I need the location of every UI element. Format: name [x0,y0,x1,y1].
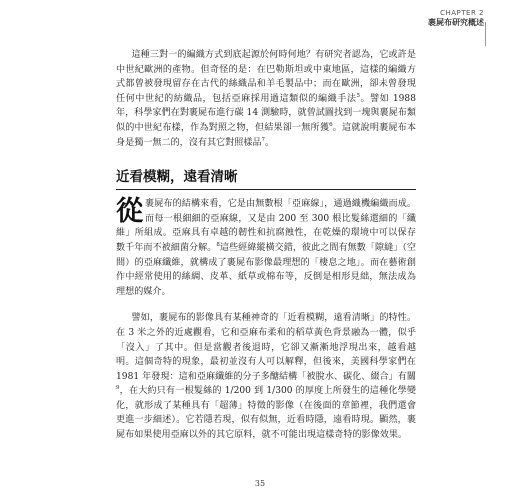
section-paragraph-2 [116,311,416,442]
section-heading: 近看模糊，遠看清晰 [116,169,416,190]
chapter-title: 裹屍布研究概述 [428,17,484,27]
paragraph-text: 裹屍布的結構來看，它是由無數根「亞麻線」，通過織機編織而成。而每一根細細的亞麻線，又是由 200 至 300 根比髮絲還細的「纖維」所組成。亞麻具有卓越的韌性和抗腐蝕性，在乾燥的環境中可以保存數千年而不被細菌分解。 [116,199,416,253]
page-body [116,48,416,452]
footnote-ref: 8 [216,241,220,248]
paragraph-text: 。這就說明裹屍布本身是獨一無二的，沒有其它對照樣品 [116,122,416,148]
section [116,169,416,443]
page-number: 35 [254,479,266,488]
paragraph-text: 。 [265,137,275,148]
footnote-ref: 6 [329,121,333,128]
header-rule [485,22,486,46]
footnote-ref: 7 [261,136,266,143]
paragraph-text: ，在大約只有一根髮絲的 1/200 到 1/300 的厚度上所發生的這種化學變化，就形成了某種具有「超薄」特徵的影像（在後面的章節裡，我們還會更進一步細述）。它若隱若現，似有似無，近看時隱，遠看時現。顯然，裹屍布如果使用亞麻以外的其它原料，就不可能出現這樣奇特的影像效果。 [116,386,416,441]
footnote-ref: 5 [356,92,361,99]
paragraph-text: 。譬如 1988 年，科學家們在對裹屍布進行碳 14 測驗時，就曾試圖找到一塊與裹屍布類似的中世紀布樣，作為對照之物，但結果卻一無所獲 [116,93,416,133]
chapter-label: CHAPTER 2 [440,9,484,17]
section-paragraph-1 [116,197,416,299]
drop-cap: 從 [116,196,143,228]
opening-paragraph [116,48,416,150]
paragraph-text: 這種三對一的編織方式到底起源於何時何地？有研究者認為，它或許是中世紀歐洲的產物。但奇怪的是：在巴勒斯坦或中東地區，這樣的編織方式都曾被發現留存在古代的絲織品和羊毛製品中；而在歐洲，卻未曾發現任何中世紀的紡織品，包括亞麻採用過這類似的編織手法 [116,50,416,104]
running-head [428,9,484,27]
paragraph-text: 譬如，裹屍布的影像具有某種神奇的「近看模糊，遠看清晰」的特性。在 3 米之外的近處觀看，它和亞麻布柔和的稻草黃色背景融為一體，似乎「沒入」了其中。但是當觀者後退時，它卻又漸漸地浮現出來，越看越明。這個奇特的現象，最初並沒有人可以解釋，但後來，美國科學家們在 1981 年發現：這和亞麻纖維的分子多醣結構「被脫水、碳化、綴合」有關 [116,313,416,382]
paragraph-text: 這些經緯縱橫交錯，彼此之間有無數「隙縫」（空間）的亞麻纖維，就構成了裹屍布影像最理想的「棲息之地」。而在藝術創作中經常使用的絲綢、皮革、紙草或棉布等，反倒是相形見絀，無法成為理想的媒介。 [116,242,416,297]
footnote-ref: 9 [116,385,120,392]
